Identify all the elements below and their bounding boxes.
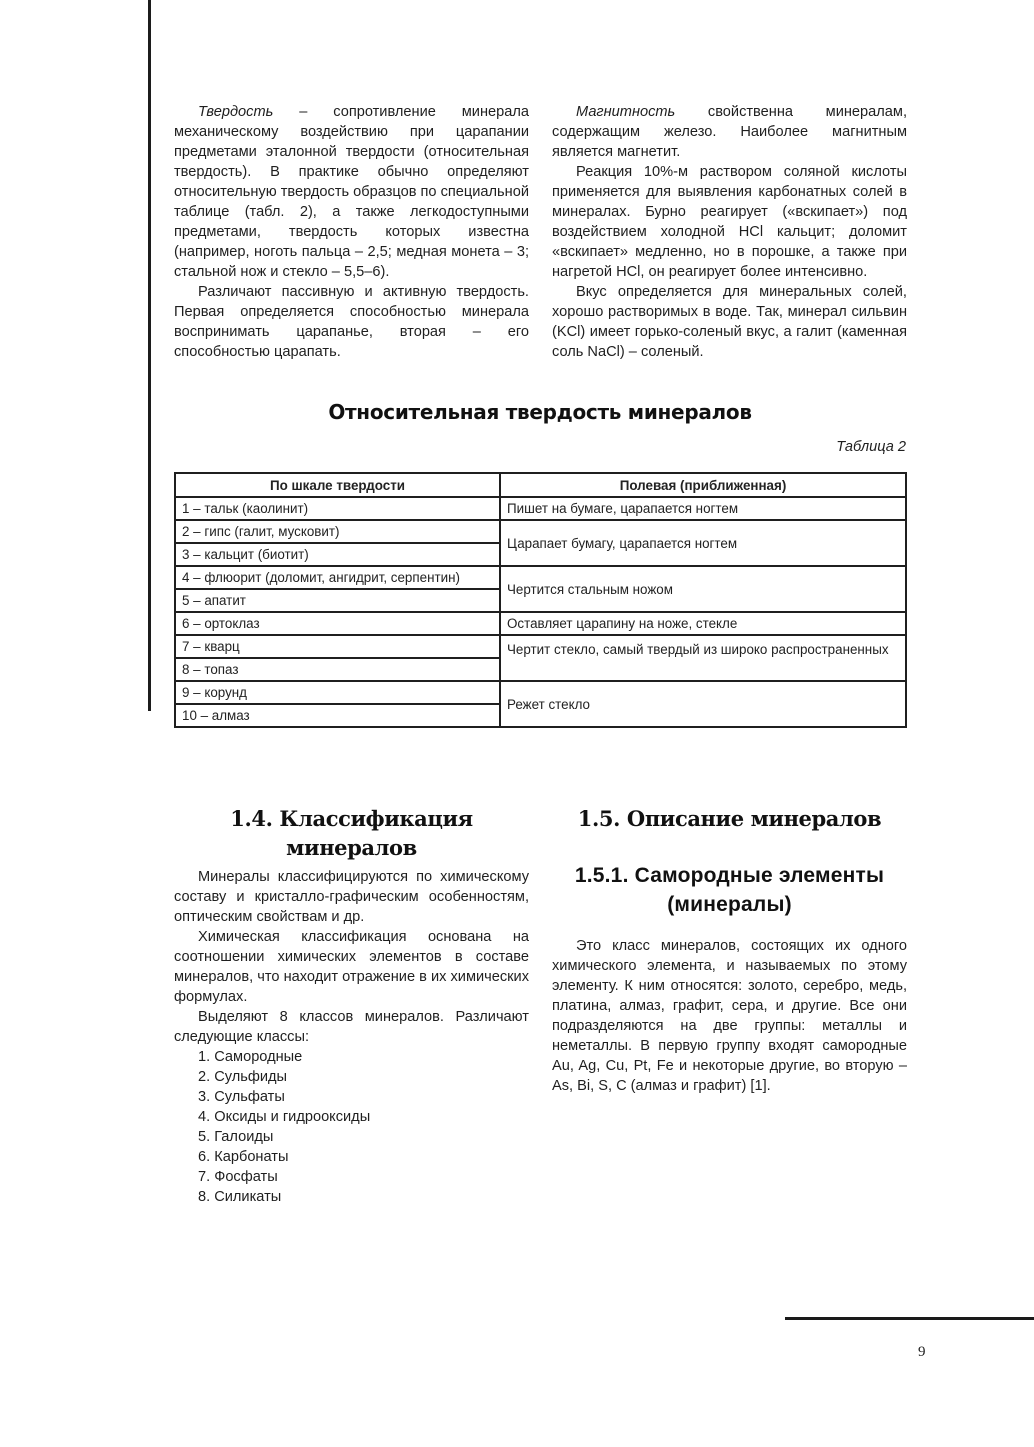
classification-section	[174, 867, 529, 1207]
taste-paragraph: Вкус определяется для минеральных солей, хорошо растворимых в воде. Так, минерал сильвин (KCl) имеет горько-соленый вкус, а галит (каменная соль NaCl) – соленый.	[552, 284, 907, 360]
table-row	[175, 520, 906, 543]
column-header-scale: По шкале твердости	[175, 473, 500, 497]
acid-reaction-paragraph: Реакция 10%-м раствором соляной кислоты применяется для выявления карбонатных солей в минералах. Бурно реагирует («вскипает») под воздействием холодной HCl кальцит; доломит «вскипает» медленно, но в порошке, а также при нагретой HCl, он реагирует более интенсивно.	[552, 164, 907, 280]
magnetism-paragraph	[552, 102, 907, 162]
scale-cell: 6 – ортоклаз	[175, 612, 500, 635]
magnetism-term: Магнитность	[576, 104, 676, 120]
list-item: 6. Карбонаты	[198, 1149, 289, 1165]
list-item: 7. Фосфаты	[198, 1169, 278, 1185]
list-item: 4. Оксиды и гидрооксиды	[198, 1109, 371, 1125]
native-elements-section	[552, 936, 907, 1096]
field-cell: Чертится стальным ножом	[500, 566, 906, 612]
section-heading-1-5: 1.5. Описание минералов	[577, 806, 882, 831]
column-header-field: Полевая (приближенная)	[500, 473, 906, 497]
field-cell: Царапает бумагу, царапается ногтем	[500, 520, 906, 566]
scale-cell: 8 – топаз	[175, 658, 500, 681]
scale-cell: 7 – кварц	[175, 635, 500, 658]
field-cell: Оставляет царапину на ноже, стекле	[500, 612, 906, 635]
table-title: Относительная твердость минералов	[328, 400, 752, 424]
field-cell: Чертит стекло, самый твердый из широко распространенных	[500, 635, 906, 681]
scale-cell: 10 – алмаз	[175, 704, 500, 727]
list-item: 5. Галоиды	[198, 1129, 274, 1145]
margin-rule	[148, 0, 151, 711]
table-row	[175, 681, 906, 704]
scale-cell: 5 – апатит	[175, 589, 500, 612]
scale-cell: 3 – кальцит (биотит)	[175, 543, 500, 566]
hardness-section	[174, 102, 529, 362]
properties-section	[552, 102, 907, 362]
list-item: 3. Сульфаты	[198, 1089, 285, 1105]
scale-cell: 4 – флюорит (доломит, ангидрит, серпентин)	[175, 566, 500, 589]
field-cell: Пишет на бумаге, царапается ногтем	[500, 497, 906, 520]
footer-rule	[785, 1317, 1034, 1320]
classes-intro-paragraph: Выделяют 8 классов минералов. Различают следующие классы:	[174, 1009, 529, 1045]
hardness-definition: – сопротивление минерала механическому воздействию при царапании предметами эталонной твердости (относительная твердость). В практике обычно определяют относительную твердость образцов по специальной таблице (табл. 2), а также легкодоступными предметами, твердость которых известна (например, ноготь пальца – 2,5; медная монета – 3; стальной нож и стекло – 5,5–6).	[174, 104, 529, 280]
mineral-classes-list	[174, 1047, 529, 1207]
scale-cell: 9 – корунд	[175, 681, 500, 704]
section-heading-1-4: 1.4. Классификация минералов	[230, 806, 473, 860]
table-header-row	[175, 473, 906, 497]
chemical-classification-paragraph: Химическая классификация основана на соотношении химических элементов в составе минералов, что находит отражение в их химических формулах.	[174, 929, 529, 1005]
hardness-paragraph	[174, 102, 529, 282]
scale-cell: 2 – гипс (галит, мусковит)	[175, 520, 500, 543]
native-elements-paragraph: Это класс минералов, состоящих их одного химического элемента, и называемых по этому элементу. К ним относятся: золото, серебро, медь, платина, алмаз, графит, сера, и другие. Все они подразделяются на две группы: металлы и неметаллы. В первую группу входят самородные Au, Ag, Cu, Pt, Fe и некоторые другие, во вторую – As, Bi, S, C (алмаз и графит) [1].	[552, 938, 907, 1094]
classification-paragraph: Минералы классифицируются по химическому составу и кристалло-графическим особенностям, оптическим свойствам и др.	[174, 869, 529, 925]
hardness-table	[174, 472, 907, 728]
field-cell: Режет стекло	[500, 681, 906, 727]
list-item: 2. Сульфиды	[198, 1069, 288, 1085]
table-row	[175, 566, 906, 589]
scale-cell: 1 – тальк (каолинит)	[175, 497, 500, 520]
table-caption: Таблица 2	[836, 439, 906, 455]
list-item: 8. Силикаты	[198, 1189, 282, 1205]
subsection-heading-1-5-1: 1.5.1. Самородные элементы (минералы)	[574, 864, 885, 916]
table-row	[175, 612, 906, 635]
hardness-types-paragraph: Различают пассивную и активную твердость. Первая определяется способностью минерала воспринимать царапанье, вторая – его способностью царапать.	[174, 284, 529, 360]
hardness-term: Твердость	[198, 104, 274, 120]
magnetism-definition: свойственна минералам, содержащим железо. Наиболее магнитным является магнетит.	[552, 104, 907, 160]
list-item: 1. Самородные	[198, 1049, 303, 1065]
table-row	[175, 635, 906, 658]
table-row	[175, 497, 906, 520]
page-number: 9	[918, 1344, 926, 1360]
